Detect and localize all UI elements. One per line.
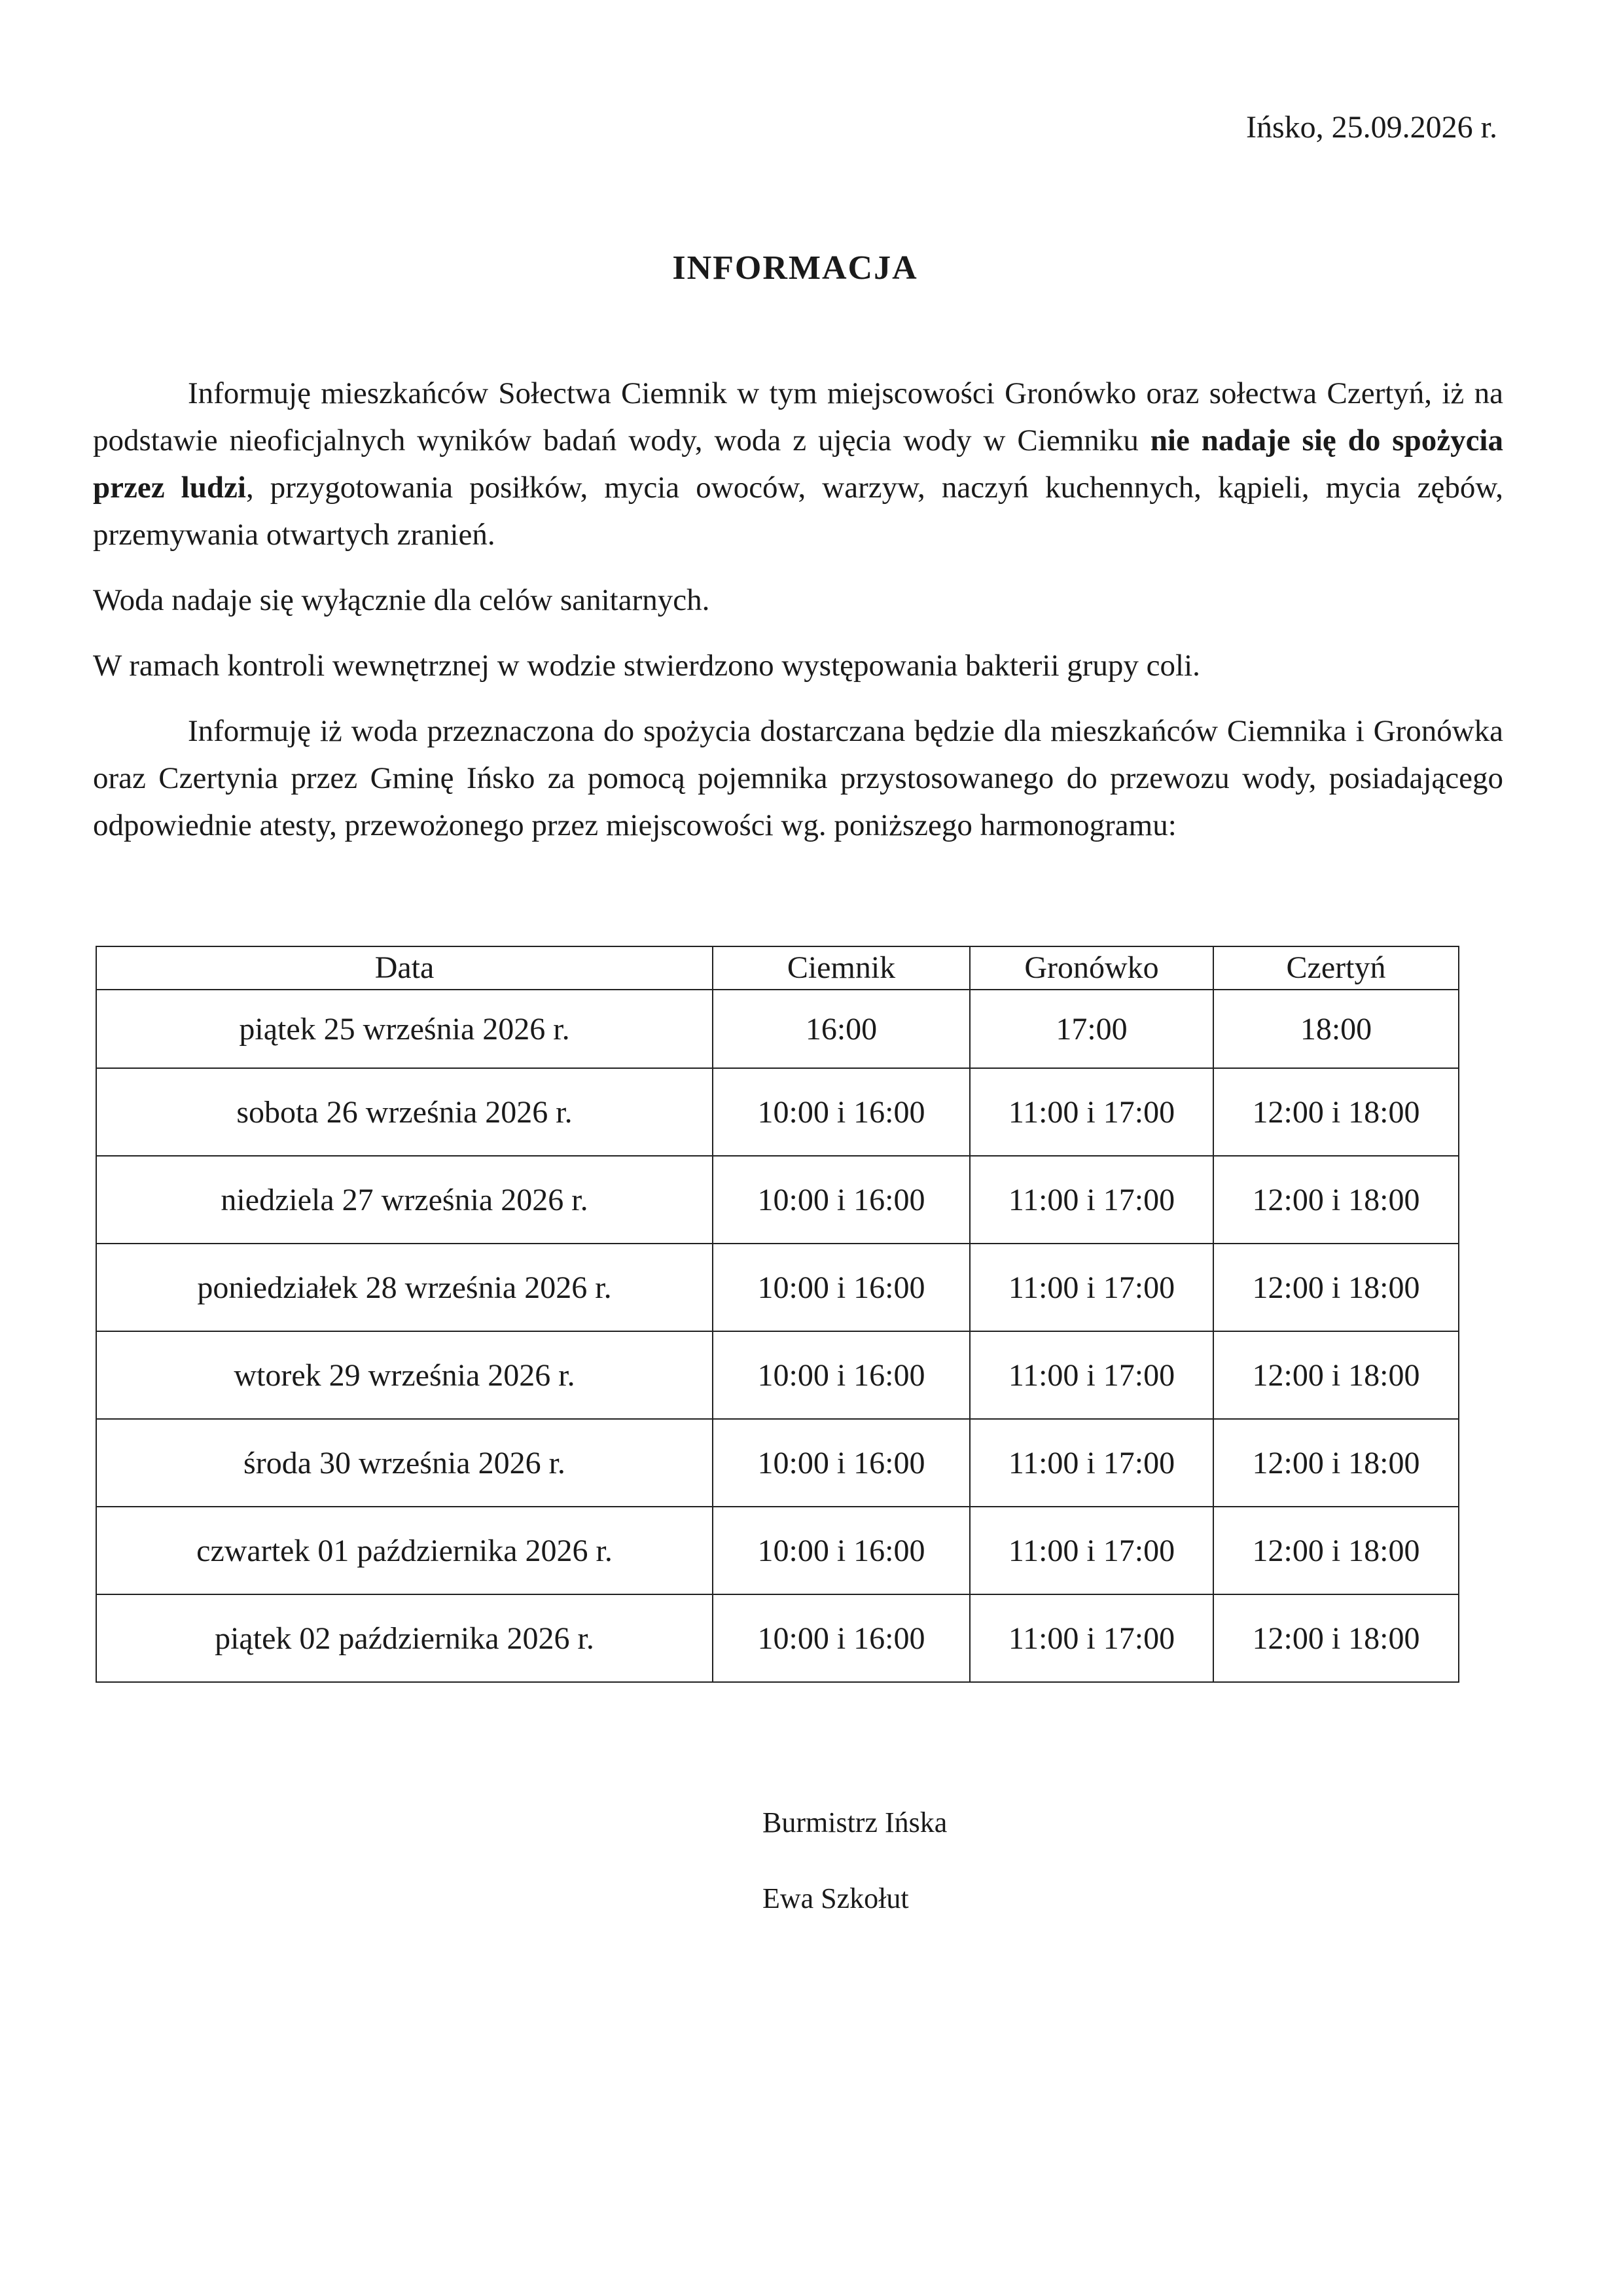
- cell-czertyn: 12:00 i 18:00: [1213, 1068, 1459, 1156]
- schedule-table-container: [96, 946, 1458, 1683]
- table-row: [96, 1594, 1459, 1682]
- table-row: [96, 1156, 1459, 1244]
- cell-date: sobota 26 września 2026 r.: [96, 1068, 713, 1156]
- paragraph-sanitary: Woda nadaje się wyłącznie dla celów sanitarnych.: [93, 583, 710, 617]
- schedule-header-row: [96, 946, 1459, 990]
- cell-czertyn: 12:00 i 18:00: [1213, 1419, 1459, 1507]
- header-date: Data: [96, 946, 713, 990]
- cell-gronowko: 11:00 i 17:00: [970, 1156, 1213, 1244]
- cell-czertyn: 12:00 i 18:00: [1213, 1594, 1459, 1682]
- paragraph-bacteria: W ramach kontroli wewnętrznej w wodzie stwierdzono występowania bakterii grupy coli.: [93, 649, 1200, 683]
- cell-gronowko: 11:00 i 17:00: [970, 1594, 1213, 1682]
- place-date: Ińsko, 25.09.2026 r.: [1246, 110, 1497, 145]
- cell-czertyn: 12:00 i 18:00: [1213, 1244, 1459, 1331]
- paragraph-announcement-emphasis: nie nadaje się do spożycia przez ludzi: [93, 423, 1503, 505]
- cell-gronowko: 11:00 i 17:00: [970, 1068, 1213, 1156]
- cell-gronowko: 17:00: [970, 990, 1213, 1068]
- cell-ciemnik: 10:00 i 16:00: [713, 1068, 970, 1156]
- header-czertyn: Czertyń: [1213, 946, 1459, 990]
- cell-czertyn: 18:00: [1213, 990, 1459, 1068]
- cell-gronowko: 11:00 i 17:00: [970, 1244, 1213, 1331]
- paragraph-delivery: Informuję iż woda przeznaczona do spożycia dostarczana będzie dla mieszkańców Ciemnika i Gronówka oraz Czertynia przez Gminę Ińsko za pomocą pojemnika przystosowanego do przewozu wody, posiadającego odpowiednie atesty, przewożonego przez miejscowości wg. poniższego harmonogramu:: [93, 714, 1503, 842]
- paragraph-announcement-end: , przygotowania posiłków, mycia owoców, warzyw, naczyń kuchennych, kąpieli, mycia zębów, przemywania otwartych zranień.: [93, 471, 1503, 552]
- cell-date: piątek 02 października 2026 r.: [96, 1594, 713, 1682]
- header-gronowko: Gronówko: [970, 946, 1213, 990]
- cell-gronowko: 11:00 i 17:00: [970, 1419, 1213, 1507]
- header-ciemnik: Ciemnik: [713, 946, 970, 990]
- schedule-table: [96, 946, 1459, 1683]
- paragraph-announcement-start: Informuję mieszkańców Sołectwa Ciemnik w tym miejscowości Gronówko oraz sołectwa Czertyń, iż na podstawie nieoficjalnych wyników badań wody, woda z ujęcia wody w Ciemniku: [93, 376, 1503, 457]
- table-row: [96, 1419, 1459, 1507]
- cell-ciemnik: 10:00 i 16:00: [713, 1419, 970, 1507]
- cell-ciemnik: 10:00 i 16:00: [713, 1156, 970, 1244]
- table-row: [96, 1331, 1459, 1419]
- document-body: [93, 370, 1503, 867]
- cell-date: środa 30 września 2026 r.: [96, 1419, 713, 1507]
- cell-date: poniedziałek 28 września 2026 r.: [96, 1244, 713, 1331]
- cell-gronowko: 11:00 i 17:00: [970, 1507, 1213, 1594]
- cell-ciemnik: 16:00: [713, 990, 970, 1068]
- cell-date: piątek 25 września 2026 r.: [96, 990, 713, 1068]
- signature-name: Ewa Szkołut: [762, 1882, 909, 1914]
- paragraph-announcement: [93, 370, 1503, 558]
- cell-date: wtorek 29 września 2026 r.: [96, 1331, 713, 1419]
- cell-gronowko: 11:00 i 17:00: [970, 1331, 1213, 1419]
- cell-ciemnik: 10:00 i 16:00: [713, 1244, 970, 1331]
- table-row: [96, 1507, 1459, 1594]
- table-row: [96, 1244, 1459, 1331]
- cell-ciemnik: 10:00 i 16:00: [713, 1594, 970, 1682]
- cell-date: czwartek 01 października 2026 r.: [96, 1507, 713, 1594]
- signature-position: Burmistrz Ińska: [762, 1806, 948, 1839]
- cell-czertyn: 12:00 i 18:00: [1213, 1156, 1459, 1244]
- cell-date: niedziela 27 września 2026 r.: [96, 1156, 713, 1244]
- table-row: [96, 1068, 1459, 1156]
- cell-czertyn: 12:00 i 18:00: [1213, 1507, 1459, 1594]
- signature-block: [762, 1803, 947, 1955]
- cell-czertyn: 12:00 i 18:00: [1213, 1331, 1459, 1419]
- cell-ciemnik: 10:00 i 16:00: [713, 1331, 970, 1419]
- document-title: INFORMACJA: [672, 249, 918, 287]
- cell-ciemnik: 10:00 i 16:00: [713, 1507, 970, 1594]
- table-row: [96, 990, 1459, 1068]
